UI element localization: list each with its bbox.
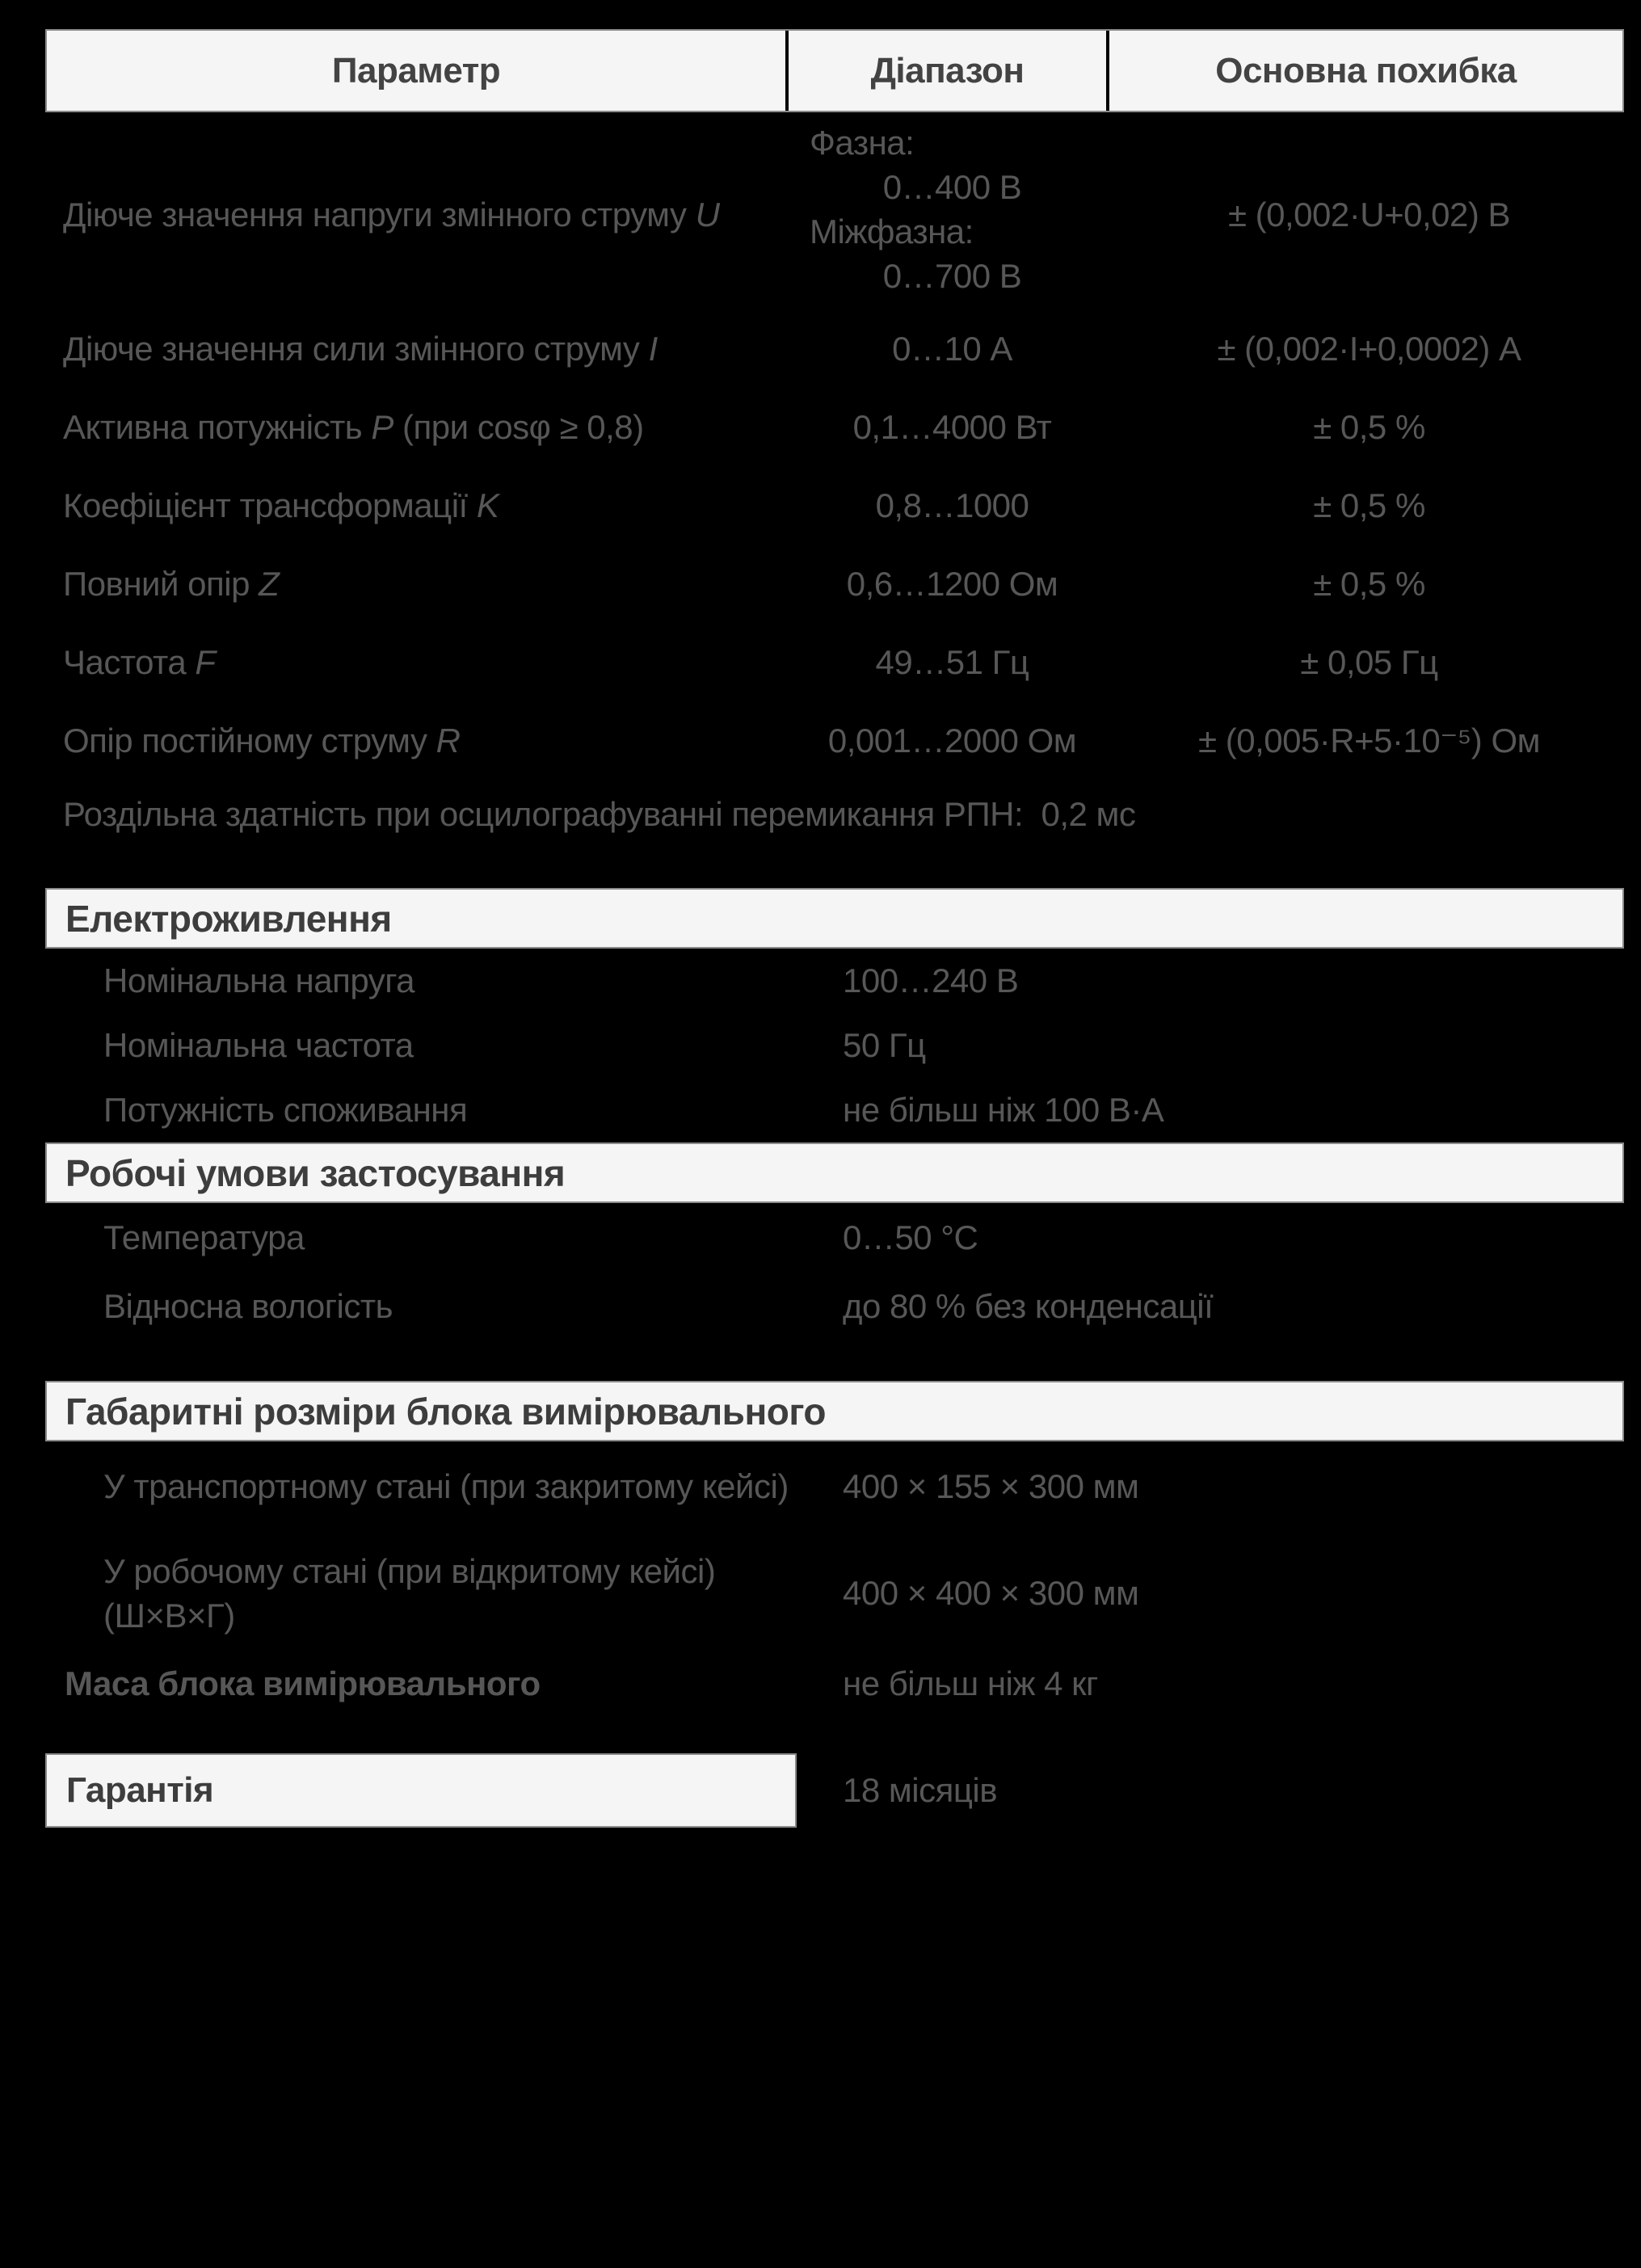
spec-label [45, 1549, 843, 1638]
range-line: 0…700 В [882, 257, 1022, 295]
range-cell: 0,1…4000 Вт [852, 407, 1052, 446]
param-variable: K [476, 486, 499, 524]
spec-value: 400 × 400 × 300 мм [843, 1574, 1139, 1612]
range-cell: 0,8…1000 [875, 486, 1029, 524]
error-cell: ± 0,5 % [1313, 564, 1425, 603]
spec-label: Номінальна напруга [103, 961, 414, 999]
section-header-dimensions: Габаритні розміри блока вимірювального [45, 1381, 1624, 1441]
table-row [45, 545, 1624, 623]
column-header-range: Діапазон [789, 31, 1109, 111]
param-variable: U [695, 196, 720, 234]
param-cell: Активна потужність P (при cosφ ≥ 0,8) [63, 407, 644, 446]
section-row [45, 1078, 1624, 1142]
spec-label: У транспортному стані (при закритому кейсі) [103, 1467, 789, 1505]
spec-label: Потужність споживання [103, 1091, 468, 1129]
param-variable: Z [259, 564, 280, 603]
range-line: Фазна: [810, 124, 915, 162]
warranty-label: Гарантія [45, 1753, 797, 1828]
section-row [45, 1272, 1624, 1340]
spec-value: не більш ніж 100 В·А [843, 1091, 1164, 1129]
param-text: Діюче значення напруги змінного струму U [63, 196, 720, 234]
section-row [45, 1655, 1624, 1713]
param-cell: Діюче значення сили змінного струму I [63, 329, 658, 368]
table-header-row [45, 29, 1624, 112]
error-cell: ± (0,002·I+0,0002) А [1217, 329, 1521, 368]
warranty-row [45, 1753, 1624, 1828]
column-header-error: Основна похибка [1109, 31, 1622, 111]
error-cell: ± 0,5 % [1313, 407, 1425, 446]
column-header-parameter: Параметр [47, 31, 789, 111]
param-cell [45, 120, 790, 309]
warranty-value: 18 місяців [843, 1771, 998, 1809]
table-row [45, 701, 1624, 780]
spec-label-line: (Ш×В×Г) [103, 1597, 235, 1635]
spec-value: 0…50 °C [843, 1218, 978, 1256]
resolution-note: Роздільна здатність при осцилографуванні перемикання РПН: 0,2 мс [63, 795, 1136, 833]
spec-value: до 80 % без конденсації [843, 1286, 1214, 1325]
spec-value: 100…240 В [843, 961, 1019, 999]
section-row [45, 949, 1624, 1013]
range-line: Міжфазна: [810, 212, 974, 250]
param-cell: Частота F [63, 642, 216, 681]
spec-value: 50 Гц [843, 1026, 926, 1064]
param-variable: F [195, 642, 216, 681]
spec-label-line: У робочому стані (при відкритому кейсі) [103, 1552, 716, 1590]
spec-sheet-content [45, 29, 1624, 1828]
section-row [45, 1013, 1624, 1078]
section-header-power: Електроживлення [45, 888, 1624, 949]
table-row [45, 388, 1624, 466]
range-cell: 49…51 Гц [875, 642, 1029, 681]
section-row [45, 1203, 1624, 1272]
range-cell: 0,6…1200 Ом [846, 564, 1058, 603]
error-cell: ± (0,002·U+0,02) В [1227, 196, 1511, 234]
range-line: 0…400 В [882, 168, 1022, 206]
spec-label: Температура [103, 1218, 305, 1256]
param-variable: I [648, 329, 658, 368]
section-row [45, 1441, 1624, 1532]
table-row [45, 112, 1624, 309]
error-cell: ± 0,5 % [1313, 486, 1425, 524]
table-row [45, 623, 1624, 701]
error-cell: ± 0,05 Гц [1300, 642, 1438, 681]
spec-label: Номінальна частота [103, 1026, 414, 1064]
param-cell: Опір постійному струму R [63, 721, 461, 760]
spec-value: не більш ніж 4 кг [843, 1664, 1098, 1702]
section-header-conditions: Робочі умови застосування [45, 1142, 1624, 1203]
spec-value: 400 × 155 × 300 мм [843, 1467, 1139, 1505]
section-row [45, 1532, 1624, 1655]
param-cell: Повний опір Z [63, 564, 280, 603]
spec-label: Відносна вологість [103, 1286, 393, 1325]
range-cell [790, 120, 1114, 309]
param-variable: R [435, 721, 461, 760]
spec-label: Маса блока вимірювального [65, 1664, 541, 1702]
range-cell: 0…10 А [892, 329, 1012, 368]
param-variable: P [371, 407, 393, 446]
error-cell: ± (0,005·R+5·10⁻⁵) Ом [1198, 722, 1540, 760]
param-cell: Коефіцієнт трансформації K [63, 486, 499, 524]
range-cell: 0,001…2000 Ом [827, 721, 1077, 760]
table-row [45, 466, 1624, 545]
table-row [45, 309, 1624, 388]
